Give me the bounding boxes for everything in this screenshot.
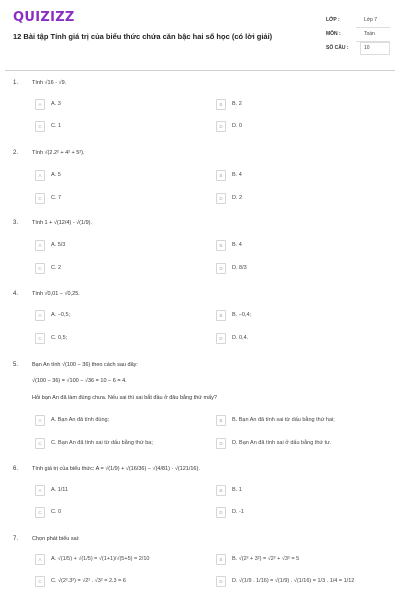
option-b[interactable]	[216, 415, 388, 425]
option-text: A. −0,5;	[51, 311, 71, 318]
question-text: Tính √0,01 − √0,25.	[32, 291, 80, 297]
question-number: 5.	[13, 362, 19, 368]
option-letter: C	[35, 576, 45, 587]
option-text: C. 2	[51, 264, 62, 271]
option-d[interactable]	[216, 438, 388, 448]
option-b[interactable]	[216, 310, 388, 320]
option-letter: C	[35, 507, 45, 518]
option-d[interactable]	[216, 576, 388, 586]
option-a[interactable]	[35, 170, 207, 180]
question-text: Chọn phát biểu sai:	[32, 536, 80, 542]
option-letter: B	[216, 485, 226, 496]
meta-label: MÔN :	[326, 31, 341, 37]
question-number: 6.	[13, 466, 19, 472]
option-text: A. √(1/5) + √(1/5) = √(1+1)/√(5+5) = 2/10	[51, 555, 150, 562]
option-letter: C	[35, 438, 45, 449]
option-b[interactable]	[216, 240, 388, 250]
option-b[interactable]	[216, 554, 388, 564]
option-letter: B	[216, 310, 226, 321]
option-letter: C	[35, 193, 45, 204]
option-text: B. 4	[232, 241, 242, 248]
option-letter: A	[35, 485, 45, 496]
question-number: 1.	[13, 80, 19, 86]
option-text: B. Bạn An đã tính sai từ dấu bằng thứ hai;	[232, 416, 335, 423]
option-text: A. Bạn An đã tính đúng;	[51, 416, 110, 423]
option-letter: B	[216, 99, 226, 110]
meta-label: SỐ CÂU :	[326, 45, 349, 51]
question-number: 2.	[13, 150, 19, 156]
option-b[interactable]	[216, 485, 388, 495]
question-text: Tính giá trị của biểu thức: A = √(1/9) + √(16/36) − √(4/81) · √(121/16).	[32, 466, 200, 472]
option-c[interactable]	[35, 121, 207, 131]
meta-value: Lớp 7	[364, 17, 378, 23]
meta-row-subject	[326, 28, 390, 42]
question-text: Tính √(2.2² + 4² + 5²).	[32, 150, 85, 156]
option-letter: D	[216, 507, 226, 518]
question-subtext: √(100 − 36) = √100 − √36 = 10 − 6 = 4.	[32, 378, 127, 384]
option-letter: D	[216, 333, 226, 344]
option-letter: B	[216, 170, 226, 181]
meta-row-count	[326, 42, 390, 56]
option-letter: A	[35, 310, 45, 321]
option-c[interactable]	[35, 263, 207, 273]
option-text: D. -1	[232, 508, 244, 515]
option-a[interactable]	[35, 310, 207, 320]
option-letter: D	[216, 193, 226, 204]
option-text: B. 1	[232, 486, 242, 493]
option-d[interactable]	[216, 263, 388, 273]
meta-row-class	[326, 14, 390, 28]
question-subtext: Hỏi bạn An đã làm đúng chưa. Nếu sai thì sai bắt đầu ở đâu bằng thứ mấy?	[32, 395, 217, 401]
option-a[interactable]	[35, 240, 207, 250]
option-letter: C	[35, 121, 45, 132]
option-c[interactable]	[35, 333, 207, 343]
question-number: 3.	[13, 220, 19, 226]
divider	[5, 70, 395, 71]
option-text: B. 2	[232, 100, 242, 107]
option-d[interactable]	[216, 507, 388, 517]
option-text: D. 8/3	[232, 264, 247, 271]
option-letter: C	[35, 263, 45, 274]
option-b[interactable]	[216, 99, 388, 109]
option-c[interactable]	[35, 576, 207, 586]
option-letter: A	[35, 554, 45, 565]
option-letter: B	[216, 240, 226, 251]
option-text: D. 2	[232, 194, 243, 201]
option-c[interactable]	[35, 507, 207, 517]
meta-label: LỚP :	[326, 17, 340, 23]
option-text: A. 3	[51, 100, 61, 107]
option-d[interactable]	[216, 121, 388, 131]
option-text: A. 5/3	[51, 241, 66, 248]
question-text: Tính √16 - √9.	[32, 80, 67, 86]
option-text: D. 0	[232, 122, 243, 129]
option-d[interactable]	[216, 193, 388, 203]
option-text: A. 5	[51, 171, 61, 178]
option-letter: A	[35, 240, 45, 251]
option-a[interactable]	[35, 485, 207, 495]
option-letter: C	[35, 333, 45, 344]
option-text: A. 1/11	[51, 486, 69, 493]
option-letter: A	[35, 170, 45, 181]
option-text: B. −0,4;	[232, 311, 252, 318]
option-d[interactable]	[216, 333, 388, 343]
option-letter: D	[216, 438, 226, 449]
question-number: 4.	[13, 291, 19, 297]
meta-panel	[326, 14, 390, 56]
option-letter: D	[216, 576, 226, 587]
option-text: B. √(2² + 3²) = √2² + √3² = 5	[232, 555, 300, 562]
option-text: C. Bạn An đã tính sai từ dấu bằng thứ ba;	[51, 439, 153, 446]
option-text: D. 0,4.	[232, 334, 249, 341]
option-c[interactable]	[35, 438, 207, 448]
option-a[interactable]	[35, 415, 207, 425]
option-letter: A	[35, 99, 45, 110]
option-letter: B	[216, 415, 226, 426]
meta-value: 10	[364, 45, 370, 51]
option-text: C. 0	[51, 508, 62, 515]
page-title: 12 Bài tập Tính giá trị của biểu thức chứa căn bậc hai số học (có lời giải)	[13, 32, 273, 41]
option-text: C. √(2².3²) = √2² . √3² = 2.3 = 6	[51, 577, 126, 584]
header	[0, 0, 400, 64]
option-text: C. 7	[51, 194, 62, 201]
question-number: 7.	[13, 536, 19, 542]
quizizz-logo: QUIZIZZ	[13, 10, 75, 25]
option-c[interactable]	[35, 193, 207, 203]
option-b[interactable]	[216, 170, 388, 180]
option-letter: D	[216, 263, 226, 274]
option-letter: D	[216, 121, 226, 132]
question-text: Bạn An tính √(100 − 36) theo cách sau đây:	[32, 362, 138, 368]
meta-value: Toán	[364, 31, 375, 37]
option-text: D. Bạn An đã tính sai ở dấu bằng thứ tư.	[232, 439, 332, 446]
option-a[interactable]	[35, 99, 207, 109]
option-letter: A	[35, 415, 45, 426]
option-text: C. 1	[51, 122, 62, 129]
option-text: D. √(1/9 . 1/16) = √(1/9) . √(1/16) = 1/3 . 1/4 = 1/12	[232, 577, 355, 584]
option-a[interactable]	[35, 554, 207, 564]
question-text: Tính 1 + √(12/4) - √(1/9).	[32, 220, 92, 226]
option-text: C. 0,5;	[51, 334, 68, 341]
option-letter: B	[216, 554, 226, 565]
option-text: B. 4	[232, 171, 242, 178]
